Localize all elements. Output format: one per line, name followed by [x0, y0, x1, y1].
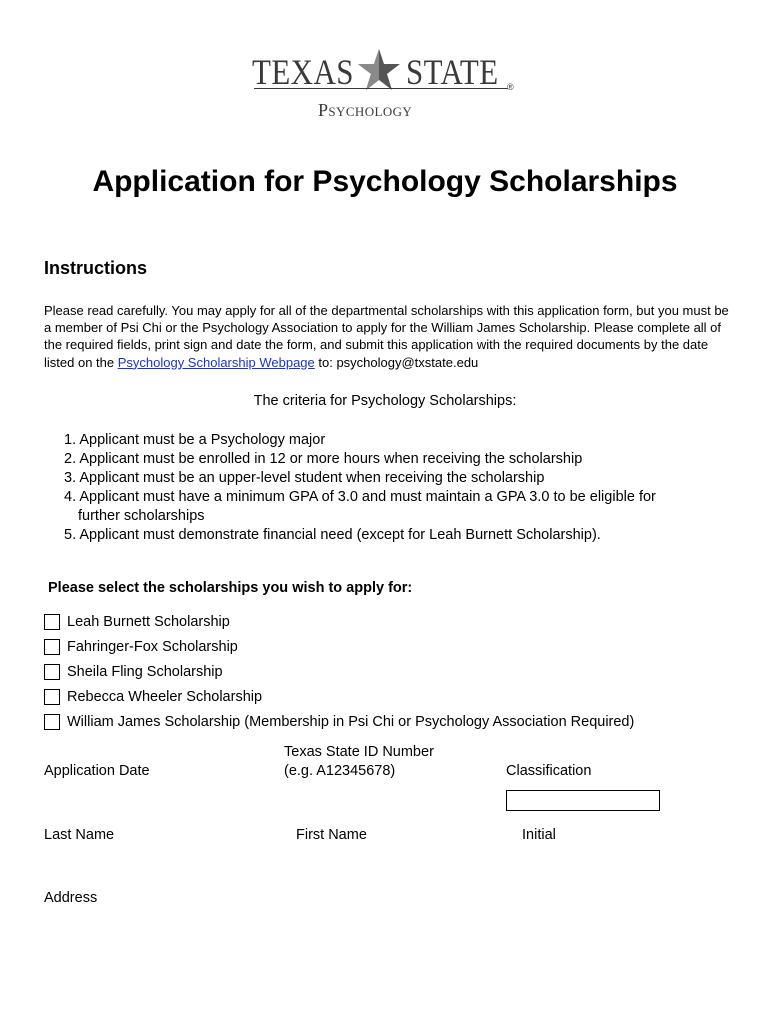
- selection-title: Please select the scholarships you wish to apply for:: [48, 580, 413, 596]
- classification-label: Classification: [506, 763, 592, 779]
- criteria-item: [64, 450, 714, 469]
- scholarship-option-leah-burnett[interactable]: [44, 609, 634, 634]
- criteria-number: 3.: [64, 470, 77, 486]
- criteria-number: 4.: [64, 489, 77, 505]
- checkbox-label: Fahringer-Fox Scholarship: [67, 638, 238, 655]
- checkbox-label: William James Scholarship (Membership in Psi Chi or Psychology Association Required): [67, 713, 635, 730]
- last-name-label: Last Name: [44, 827, 115, 843]
- instructions-text: [44, 302, 734, 371]
- criteria-text: Applicant must demonstrate financial need (except for Leah Burnett Scholarship).: [79, 527, 601, 543]
- checkbox[interactable]: [44, 639, 60, 655]
- application-date-label: Application Date: [44, 763, 150, 779]
- criteria-item: [64, 488, 714, 526]
- initial-label: Initial: [522, 827, 556, 843]
- criteria-text: Applicant must be a Psychology major: [79, 432, 326, 448]
- first-name-label: First Name: [296, 827, 367, 843]
- registered-mark: ®: [507, 82, 514, 92]
- scholarship-webpage-link[interactable]: Psychology Scholarship Webpage: [117, 354, 315, 370]
- logo-rule: [254, 88, 508, 89]
- checkbox-label: Leah Burnett Scholarship: [67, 613, 230, 630]
- scholarship-option-sheila-fling[interactable]: [44, 659, 634, 684]
- checkbox[interactable]: [44, 714, 60, 730]
- criteria-text-continuation: further scholarships: [78, 508, 205, 524]
- logo-subtitle: Psychology: [318, 100, 413, 120]
- criteria-title: The criteria for Psychology Scholarships:: [253, 393, 517, 409]
- checkbox-label: Sheila Fling Scholarship: [67, 663, 223, 680]
- instructions-heading: Instructions: [44, 258, 148, 278]
- criteria-text: Applicant must be an upper-level student when receiving the scholarship: [79, 470, 545, 486]
- checkbox-label: Rebecca Wheeler Scholarship: [67, 688, 263, 705]
- logo-word-texas: TEXAS: [252, 52, 354, 92]
- page-title: Application for Psychology Scholarships: [92, 165, 678, 198]
- criteria-list: [64, 431, 714, 545]
- criteria-text: Applicant must be enrolled in 12 or more hours when receiving the scholarship: [79, 451, 583, 467]
- criteria-text: Applicant must have a minimum GPA of 3.0 and must maintain a GPA 3.0 to be eligible for: [79, 489, 656, 505]
- criteria-number: 2.: [64, 451, 77, 467]
- scholarship-option-fahringer-fox[interactable]: [44, 634, 634, 659]
- criteria-item: [64, 431, 714, 450]
- classification-field[interactable]: [506, 790, 660, 811]
- id-number-example: (e.g. A12345678): [284, 763, 396, 779]
- criteria-number: 1.: [64, 432, 77, 448]
- logo-word-state: STATE: [406, 52, 499, 92]
- id-number-label: Texas State ID Number: [284, 744, 434, 760]
- scholarship-option-william-james[interactable]: [44, 709, 634, 734]
- instructions-text-after: to: psychology@txstate.edu: [314, 354, 479, 370]
- checkbox[interactable]: [44, 689, 60, 705]
- checkbox[interactable]: [44, 664, 60, 680]
- texas-state-psychology-logo: [250, 45, 520, 125]
- instructions-text-before: Please read carefully. You may apply for all of the departmental scholarships with this application form, but you must be a member of Psi Chi or the Psychology Association to apply for the William James Scholarship. Please complete all of the required fields, print sign and date the form, and submit this application with the required documents by the date listed on the: [44, 303, 729, 370]
- scholarship-option-rebecca-wheeler[interactable]: [44, 684, 634, 709]
- checkbox[interactable]: [44, 614, 60, 630]
- star-icon: [356, 47, 402, 93]
- address-label: Address: [44, 890, 98, 906]
- criteria-item: [64, 526, 714, 545]
- criteria-number: 5.: [64, 527, 77, 543]
- scholarship-options: [44, 609, 634, 734]
- criteria-item: [64, 469, 714, 488]
